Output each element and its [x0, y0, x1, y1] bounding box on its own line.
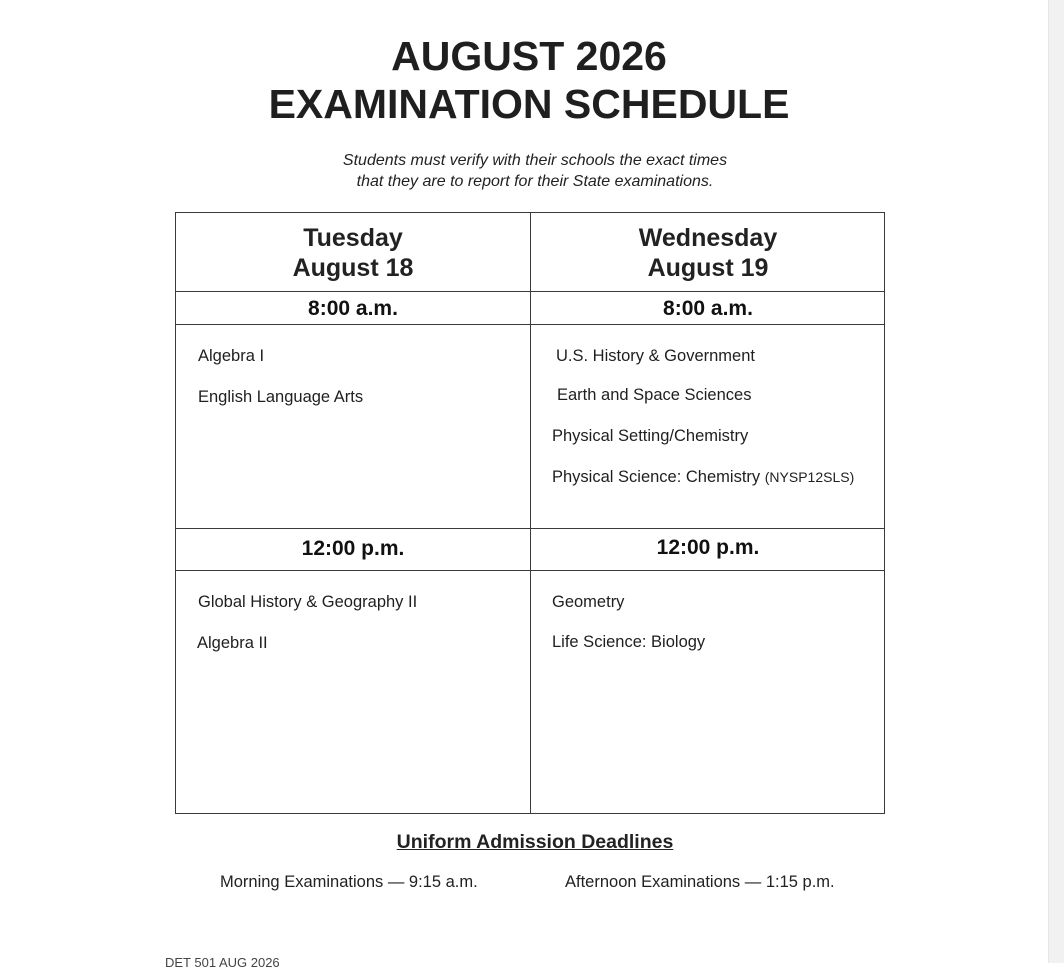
time-label-tuesday-afternoon: 12:00 p.m.	[301, 537, 405, 560]
exam-item: Algebra II	[197, 634, 268, 652]
time-label-wednesday-morning: 8:00 a.m.	[663, 297, 753, 320]
time-label-tuesday-morning: 8:00 a.m.	[308, 297, 398, 320]
weekday-label: Wednesday	[638, 224, 778, 252]
exam-item: Earth and Space Sciences	[557, 386, 752, 404]
row-divider	[176, 324, 884, 325]
report-time-notice-line-1: Students must verify with their schools the exact times	[342, 152, 728, 169]
vertical-scrollbar[interactable]	[1048, 0, 1064, 963]
exam-item: English Language Arts	[198, 388, 364, 406]
page-title-line-2: EXAMINATION SCHEDULE	[268, 81, 790, 127]
date-label: August 18	[292, 254, 414, 282]
row-divider	[176, 291, 884, 292]
exam-item	[552, 467, 854, 487]
report-time-notice	[0, 150, 1064, 192]
exam-item: Geometry	[552, 593, 625, 611]
day-header-wednesday	[531, 223, 885, 283]
report-time-notice-line-2: that they are to report for their State examinations.	[356, 173, 714, 190]
date-label: August 19	[647, 254, 769, 282]
exam-item: Physical Setting/Chemistry	[552, 427, 749, 445]
exam-item: Algebra I	[198, 347, 265, 365]
weekday-label: Tuesday	[303, 224, 403, 252]
admission-deadlines-heading: Uniform Admission Deadlines	[396, 831, 674, 853]
page-title	[0, 32, 1058, 128]
exam-item: Life Science: Biology	[552, 633, 706, 651]
exam-item-name: Physical Science: Chemistry	[552, 468, 761, 486]
document-code: DET 501 AUG 2026	[165, 955, 280, 970]
page-title-line-1: AUGUST 2026	[391, 33, 667, 79]
exam-item: Global History & Geography II	[198, 593, 418, 611]
morning-deadline: Morning Examinations — 9:15 a.m.	[220, 873, 478, 891]
exam-item: U.S. History & Government	[556, 347, 755, 365]
afternoon-deadline: Afternoon Examinations — 1:15 p.m.	[565, 873, 835, 891]
row-divider	[176, 570, 884, 571]
time-label-wednesday-afternoon: 12:00 p.m.	[656, 536, 760, 559]
day-header-tuesday	[176, 223, 530, 283]
exam-schedule-table	[175, 212, 885, 814]
row-divider	[176, 528, 884, 529]
exam-code: (NYSP12SLS)	[764, 469, 855, 485]
